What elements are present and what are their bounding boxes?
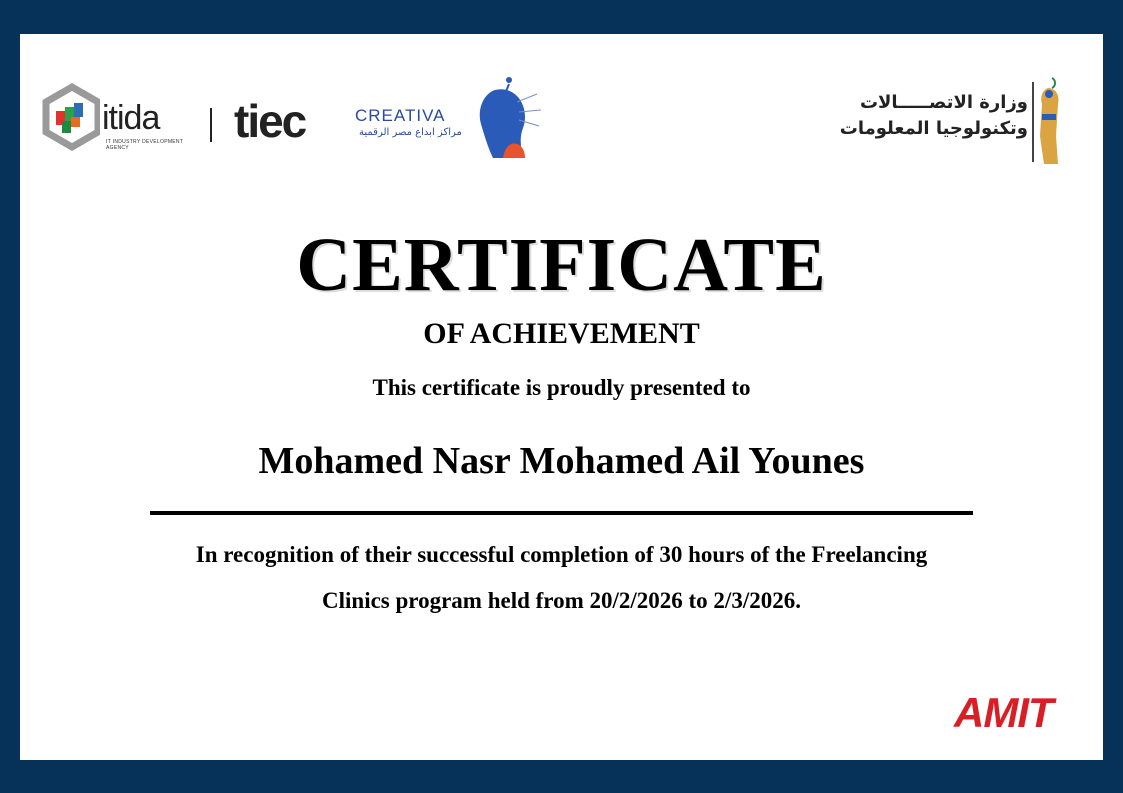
name-underline [150, 511, 973, 515]
certificate-sheet [20, 34, 1103, 760]
pharaoh-figure-icon [1028, 74, 1068, 169]
amit-logo: AMIT [954, 689, 1053, 736]
itida-logo [40, 81, 190, 161]
tiec-wordmark: tiec [234, 95, 306, 147]
itida-hexagon-icon [40, 81, 100, 161]
logo-divider [210, 108, 212, 142]
ministry-name-line1: وزارة الاتصـــــالات [859, 92, 1028, 113]
certificate-title: CERTIFICATE [296, 223, 827, 307]
pharaoh-head-icon [465, 72, 545, 167]
creativa-logo [355, 72, 530, 167]
presented-to-text: This certificate is proudly presented to [372, 375, 751, 400]
tiec-logo [234, 94, 305, 148]
ministry-logo [839, 74, 1080, 169]
creativa-wordmark: CREATIVA [355, 106, 446, 125]
ministry-name-line2: وتكنولوجيا المعلومات [839, 118, 1028, 139]
itida-tagline: IT INDUSTRY DEVELOPMENT AGENCY [106, 139, 184, 151]
certificate-subtitle: OF ACHIEVEMENT [423, 317, 700, 350]
itida-wordmark: itida [102, 99, 160, 137]
recognition-text-line1: In recognition of their successful completion of 30 hours of the Freelancing [195, 542, 928, 567]
recognition-text-line2: Clinics program held from 20/2/2026 to 2/3/2026. [322, 588, 801, 613]
recipient-name: Mohamed Nasr Mohamed Ail Younes [258, 440, 865, 482]
creativa-arabic-tagline: مراكز ابداع مصر الرقمية [359, 127, 462, 138]
